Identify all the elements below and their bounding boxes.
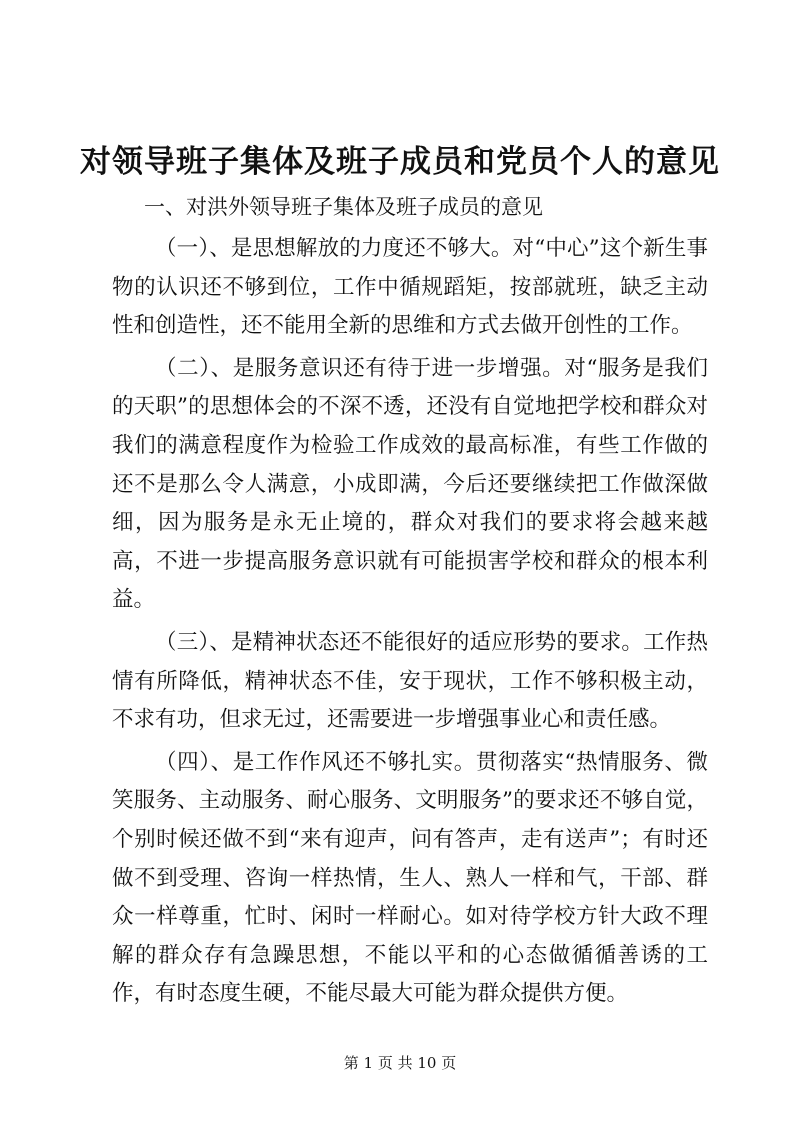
paragraph-4: （四）、是工作作风还不够扎实。贯彻落实“热情服务、微笑服务、主动服务、耐心服务、文明服务”的要求还不够自觉，个别时候还做不到“来有迎声，问有答声，走有送声”；有时还做不到受理、咨询一样热情，生人、熟人一样和气，干部、群众一样尊重，忙时、闲时一样耐心。如对待学校方针大政不理解的群众存有急躁思想，不能以平和的心态做循循善诱的工作，有时态度生硬，不能尽最大可能为群众提供方便。 xyxy=(112,749,708,1007)
page-footer: 第 1 页 共 10 页 xyxy=(343,1054,457,1072)
section-heading: 一、对洪外领导班子集体及班子成员的意见 xyxy=(144,195,543,219)
document-title: 对领导班子集体及班子成员和党员个人的意见 xyxy=(80,144,720,180)
paragraph-2: （二）、是服务意识还有待于进一步增强。对“服务是我们的天职”的思想体会的不深不透，还没有自觉地把学校和群众对我们的满意程度作为检验工作成效的最高标准，有些工作做的还不是那么令人满意，小成即满，今后还要继续把工作做深做细，因为服务是永无止境的，群众对我们的要求将会越来越高，不进一步提高服务意识就有可能损害学校和群众的根本利益。 xyxy=(112,355,708,613)
paragraph-1: （一）、是思想解放的力度还不够大。对“中心”这个新生事物的认识还不够到位，工作中循规蹈矩，按部就班，缺乏主动性和创造性，还不能用全新的思维和方式去做开创性的工作。 xyxy=(112,236,708,339)
document-body xyxy=(112,230,708,1018)
paragraph-3: （三）、是精神状态还不能很好的适应形势的要求。工作热情有所降低，精神状态不佳，安于现状，工作不够积极主动，不求有功，但求无过，还需要进一步增强事业心和责任感。 xyxy=(112,629,708,733)
